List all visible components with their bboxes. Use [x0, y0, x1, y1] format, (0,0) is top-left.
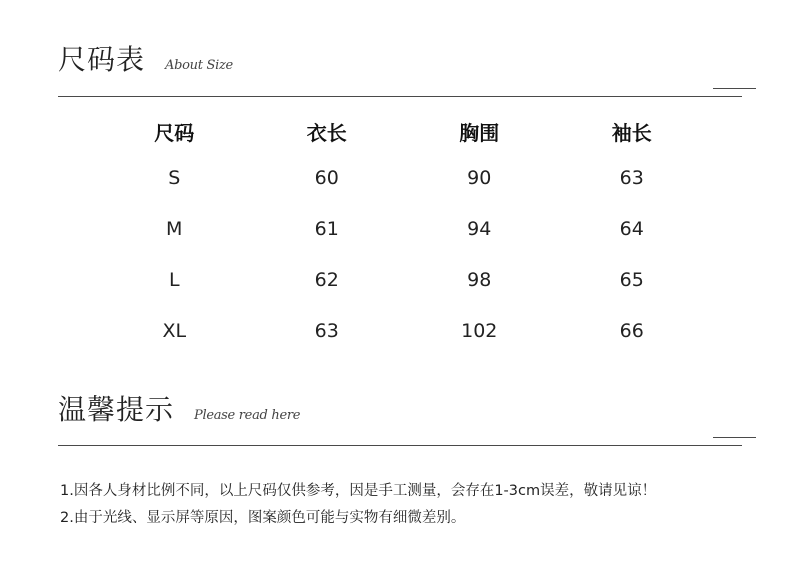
cell-length: 62: [314, 268, 339, 291]
cell-chest: 94: [467, 217, 492, 240]
tips-section-header: [58, 388, 300, 428]
table-row: [98, 152, 708, 203]
cell-sleeve: 66: [619, 319, 644, 342]
cell-sleeve: 63: [619, 166, 644, 189]
size-section-divider: [58, 96, 742, 97]
cell-chest: 102: [461, 319, 498, 342]
size-section-title: 尺码表: [58, 43, 146, 76]
cell-sleeve: 65: [619, 268, 644, 291]
notes-list: [60, 478, 656, 532]
cell-size: M: [166, 217, 183, 240]
size-section-subtitle: About Size: [165, 58, 233, 73]
tips-section-divider: [58, 445, 742, 446]
cell-length: 63: [314, 319, 339, 342]
cell-chest: 90: [467, 166, 492, 189]
cell-size: L: [168, 268, 180, 291]
header-length: 衣长: [306, 120, 347, 145]
cell-length: 60: [314, 166, 339, 189]
tips-section-accent-line: [713, 437, 756, 438]
cell-length: 61: [314, 217, 339, 240]
tips-section-subtitle: Please read here: [194, 408, 301, 423]
table-row: [98, 305, 708, 356]
cell-sleeve: 64: [619, 217, 644, 240]
size-table: [98, 110, 708, 356]
cell-size: XL: [162, 319, 187, 342]
tips-section-title: 温馨提示: [58, 393, 175, 426]
header-sleeve: 袖长: [611, 120, 652, 145]
header-chest: 胸围: [459, 120, 500, 145]
size-section-header: [58, 38, 233, 78]
cell-size: S: [168, 166, 181, 189]
cell-chest: 98: [467, 268, 492, 291]
header-size: 尺码: [154, 120, 195, 145]
note-item: 2.由于光线、显示屏等原因，图案颜色可能与实物有细微差别。: [60, 510, 466, 526]
size-section-accent-line: [713, 88, 756, 89]
table-header-row: [98, 110, 708, 152]
table-row: [98, 203, 708, 254]
table-row: [98, 254, 708, 305]
note-item: 1.因各人身材比例不同，以上尺码仅供参考，因是手工测量，会存在1-3cm误差，敬请见谅！: [60, 483, 657, 499]
